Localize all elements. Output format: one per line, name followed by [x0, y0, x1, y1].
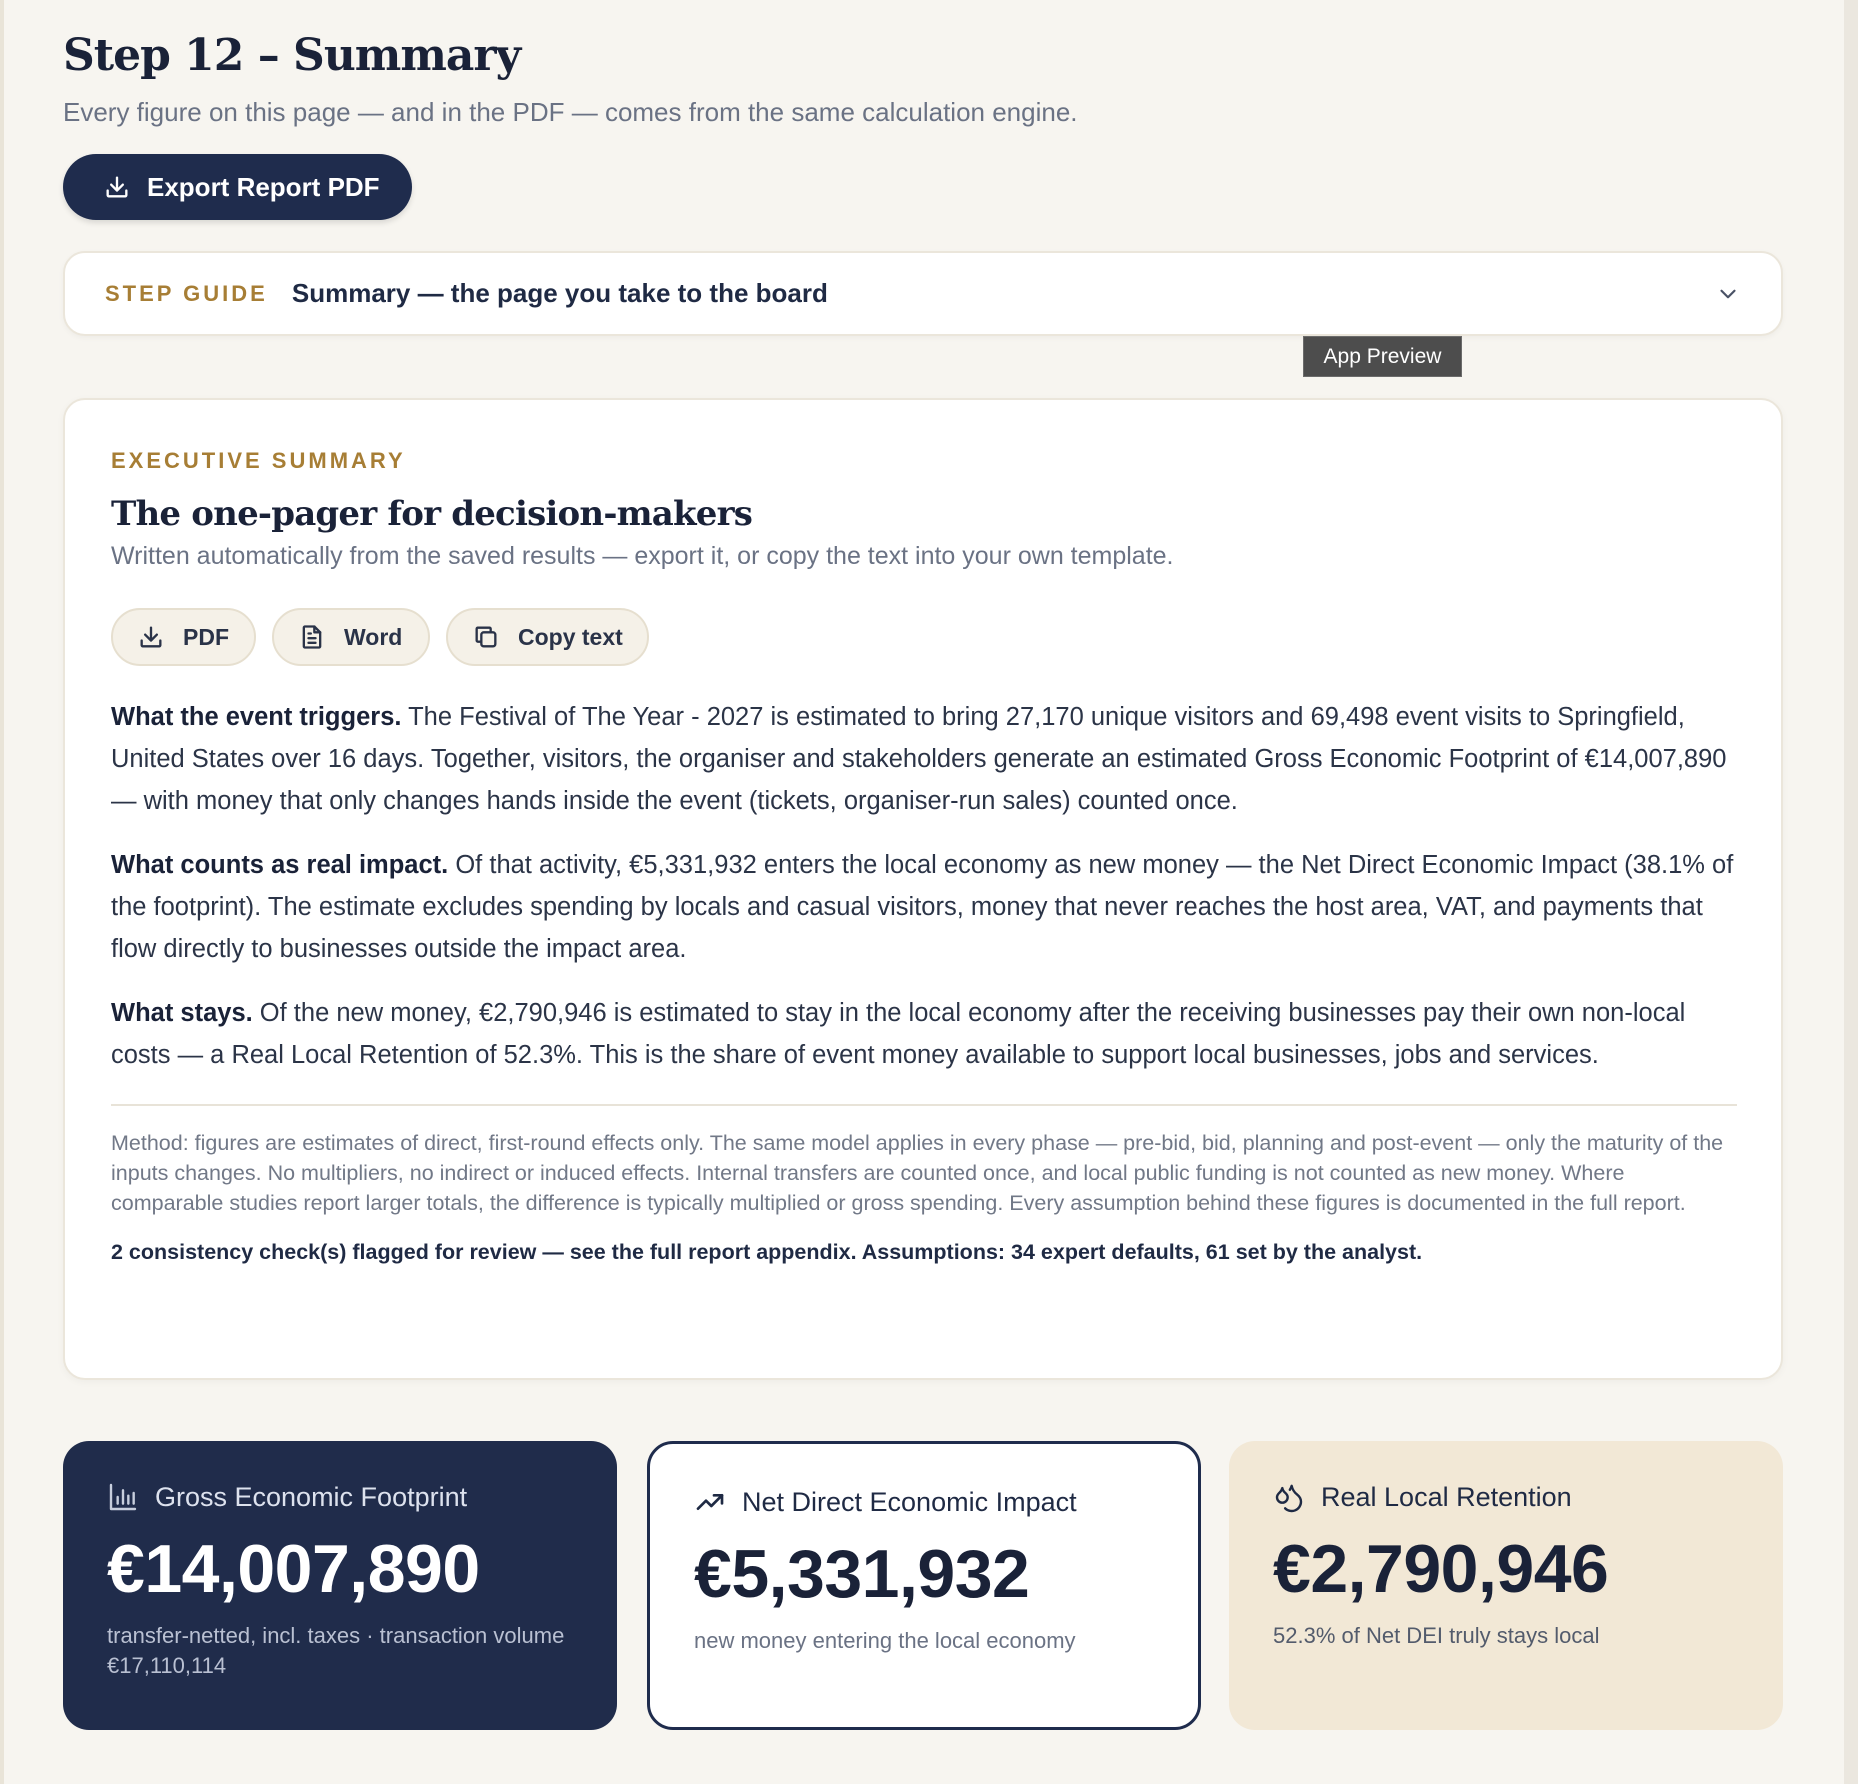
copy-text-button[interactable]	[446, 608, 649, 666]
export-report-pdf-button[interactable]	[63, 154, 412, 220]
droplets-icon	[1273, 1481, 1305, 1513]
paragraph-lead: What the event triggers.	[111, 703, 402, 731]
executive-summary-tag: EXECUTIVE SUMMARY	[111, 448, 406, 473]
page-subtitle: Every figure on this page — and in the PDF — comes from the same calculation engine.	[63, 97, 1078, 127]
metric-header	[107, 1481, 573, 1513]
download-icon	[103, 173, 131, 201]
bar-chart-icon	[107, 1481, 139, 1513]
executive-summary-title: The one-pager for decision-makers	[111, 494, 753, 534]
download-icon	[137, 623, 165, 651]
copy-icon	[472, 623, 500, 651]
executive-summary-card	[63, 398, 1783, 1380]
metric-label: Net Direct Economic Impact	[742, 1486, 1077, 1517]
metric-label: Gross Economic Footprint	[155, 1481, 468, 1512]
executive-summary-subtitle: Written automatically from the saved results — export it, or copy the text into your own template.	[111, 542, 1174, 570]
metric-note: 52.3% of Net DEI truly stays local	[1273, 1623, 1600, 1648]
copy-text-button-label: Copy text	[518, 623, 623, 650]
trending-up-icon	[694, 1486, 726, 1518]
metric-value: €5,331,932	[694, 1536, 1030, 1612]
step-guide-tag: STEP GUIDE	[105, 280, 268, 306]
pdf-button[interactable]	[111, 608, 256, 666]
metric-card-net-direct-impact	[647, 1441, 1201, 1730]
word-button[interactable]	[272, 608, 430, 666]
window-left-edge	[0, 0, 4, 1784]
metric-note: transfer-netted, incl. taxes · transaction volume €17,110,114	[107, 1623, 565, 1678]
step-guide-title: Summary — the page you take to the board	[291, 278, 828, 308]
metric-card-gross-footprint	[63, 1441, 617, 1730]
app-preview-tooltip: App Preview	[1303, 336, 1462, 377]
export-actions	[111, 608, 1735, 666]
paragraph-text: The Festival of The Year - 2027 is estimated to bring 27,170 unique visitors and 69,498 event visits to Springfield, United States over 16 days. Together, visitors, the organiser and stakeholders generate an estimated Gross Economic Footprint of €14,007,890 — with money that only changes hands inside the event (tickets, organiser-run sales) counted once.	[111, 703, 1727, 815]
metric-value: €2,790,946	[1273, 1531, 1609, 1607]
scrollbar-track[interactable]	[1844, 0, 1858, 1784]
document-icon	[298, 623, 326, 651]
pdf-button-label: PDF	[183, 623, 229, 650]
paragraph-lead: What counts as real impact.	[111, 851, 449, 879]
paragraph-text: Of that activity, €5,331,932 enters the local economy as new money — the Net Direct Economic Impact (38.1% of the footprint). The estimate excludes spending by locals and casual visitors, money that never reaches the host area, VAT, and payments that flow directly to businesses outside the impact area.	[111, 851, 1734, 963]
metric-note: new money entering the local economy	[694, 1628, 1076, 1653]
paragraph-text: Of the new money, €2,790,946 is estimated to stay in the local economy after the receiving businesses pay their own non-local costs — a Real Local Retention of 52.3%. This is the share of event money available to support local businesses, jobs and services.	[111, 999, 1686, 1069]
divider	[111, 1104, 1737, 1106]
summary-paragraph-impact	[111, 844, 1735, 970]
summary-paragraph-triggers	[111, 696, 1735, 822]
chevron-down-icon[interactable]	[1715, 281, 1741, 307]
consistency-checks-note: 2 consistency check(s) flagged for review — see the full report appendix. Assumptions: 34 expert defaults, 61 set by the analyst.	[111, 1240, 1423, 1264]
step-guide-accordion[interactable]	[63, 251, 1783, 336]
export-button-label: Export Report PDF	[147, 171, 380, 202]
method-note: Method: figures are estimates of direct, first-round effects only. The same model applies in every phase — pre-bid, bid, planning and post-event — only the maturity of the inputs changes. No multipliers, no indirect or induced effects. Internal transfers are counted once, and local public funding is not counted as new money. Where comparable studies report larger totals, the difference is typically multiplied or gross spending. Every assumption behind these figures is documented in the full report.	[111, 1131, 1724, 1215]
metric-label: Real Local Retention	[1321, 1481, 1572, 1512]
paragraph-lead: What stays.	[111, 999, 253, 1027]
word-button-label: Word	[344, 623, 403, 650]
metric-header	[1273, 1481, 1739, 1513]
page-title: Step 12 – Summary	[63, 30, 521, 81]
metric-value: €14,007,890	[107, 1531, 480, 1607]
metric-card-real-local-retention	[1229, 1441, 1783, 1730]
summary-paragraph-stays	[111, 992, 1735, 1076]
metric-header	[694, 1486, 1154, 1518]
